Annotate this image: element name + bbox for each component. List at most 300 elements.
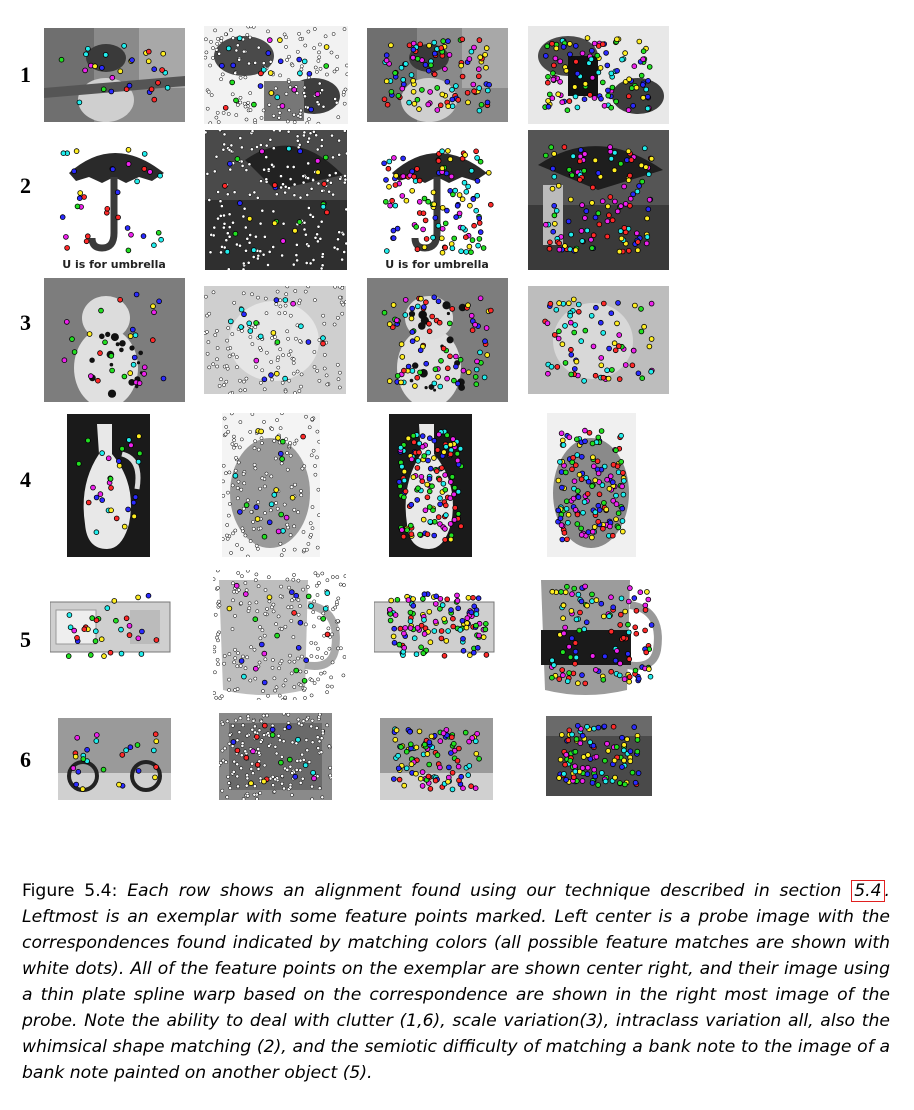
candidate-match-dot [274, 87, 277, 90]
candidate-match-dot [252, 255, 255, 258]
feature-point [432, 456, 437, 461]
feature-point [74, 782, 79, 787]
feature-point [610, 85, 615, 90]
feature-point [456, 764, 461, 769]
feature-point [558, 516, 563, 521]
feature-point [80, 787, 85, 792]
candidate-match-dot [336, 363, 339, 366]
feature-point [276, 436, 281, 441]
candidate-match-dot [284, 185, 287, 188]
feature-point [639, 73, 644, 78]
feature-point [605, 368, 610, 373]
candidate-match-dot [299, 109, 302, 112]
candidate-match-dot [248, 607, 251, 610]
feature-point [292, 87, 297, 92]
feature-point [569, 232, 574, 237]
feature-point [639, 307, 644, 312]
feature-point [563, 470, 568, 475]
candidate-match-dot [209, 251, 212, 254]
candidate-match-dot [233, 661, 236, 664]
feature-point [477, 221, 482, 226]
candidate-match-dot [213, 578, 215, 581]
candidate-match-dot [216, 570, 219, 572]
candidate-match-dot [231, 93, 234, 96]
feature-point [297, 57, 302, 62]
candidate-match-dot [290, 486, 293, 489]
candidate-match-dot [272, 210, 275, 213]
candidate-match-dot [312, 625, 315, 628]
feature-point [603, 654, 608, 659]
candidate-match-dot [254, 467, 257, 470]
candidate-match-dot [259, 381, 262, 384]
candidate-match-dot [310, 694, 313, 697]
candidate-match-dot [293, 442, 296, 445]
feature-point [109, 486, 114, 491]
feature-point [401, 156, 406, 161]
candidate-match-dot [325, 652, 328, 655]
candidate-match-dot [310, 187, 313, 190]
candidate-match-dot [345, 208, 347, 211]
candidate-match-dot [216, 346, 219, 349]
feature-point [622, 758, 627, 763]
feature-point [583, 584, 588, 589]
feature-point [410, 369, 415, 374]
feature-point [278, 59, 283, 64]
feature-point [605, 234, 610, 239]
feature-point [94, 530, 99, 535]
candidate-match-dot [314, 236, 317, 239]
feature-point [409, 316, 414, 321]
feature-point [596, 783, 601, 788]
feature-point [150, 338, 155, 343]
feature-point [477, 237, 482, 242]
candidate-match-dot [220, 205, 223, 208]
candidate-match-dot [329, 774, 332, 777]
feature-point [579, 533, 584, 538]
candidate-match-dot [222, 148, 225, 151]
feature-point [590, 535, 595, 540]
feature-point [561, 673, 566, 678]
feature-point [567, 644, 572, 649]
feature-point [574, 655, 579, 660]
feature-point [134, 292, 139, 297]
feature-point [583, 428, 588, 433]
feature-point [602, 103, 607, 108]
feature-point [441, 731, 446, 736]
candidate-match-dot [216, 633, 219, 636]
feature-point [450, 787, 455, 792]
feature-point [575, 512, 580, 517]
feature-point [420, 479, 425, 484]
candidate-match-dot [315, 456, 318, 459]
candidate-match-dot [292, 361, 295, 364]
candidate-match-dot [223, 747, 226, 750]
feature-point [488, 308, 493, 313]
candidate-match-dot [247, 62, 250, 65]
feature-point [437, 432, 442, 437]
feature-point [426, 458, 431, 463]
feature-point [469, 250, 474, 255]
candidate-match-dot [241, 527, 244, 530]
feature-point [643, 628, 648, 633]
feature-point [456, 98, 461, 103]
candidate-match-dot [242, 507, 245, 510]
feature-point [554, 208, 559, 213]
feature-point [567, 435, 572, 440]
feature-point [432, 381, 437, 386]
feature-point [316, 170, 321, 175]
candidate-match-dot [286, 58, 289, 61]
feature-point [561, 603, 566, 608]
candidate-match-dot [329, 766, 332, 769]
candidate-match-dot [278, 116, 281, 119]
feature-point [617, 333, 622, 338]
candidate-match-dot [217, 663, 220, 666]
feature-point [613, 775, 618, 780]
candidate-match-dot [223, 662, 226, 665]
candidate-match-dot [309, 533, 312, 536]
candidate-match-dot [344, 575, 346, 578]
candidate-match-dot [296, 139, 299, 142]
candidate-match-dot [336, 248, 339, 251]
candidate-match-dot [224, 433, 227, 436]
feature-point [458, 357, 463, 362]
feature-point [270, 733, 275, 738]
feature-point [81, 757, 86, 762]
feature-point [578, 741, 583, 746]
feature-point [478, 296, 483, 301]
feature-point [93, 639, 98, 644]
feature-point [620, 506, 625, 511]
feature-point [426, 68, 431, 73]
feature-point [432, 202, 437, 207]
candidate-match-dot [318, 514, 321, 517]
candidate-match-dot [343, 181, 346, 184]
candidate-match-dot [299, 684, 302, 687]
feature-point [388, 203, 393, 208]
feature-point [644, 650, 649, 655]
candidate-match-dot [208, 312, 211, 315]
feature-point [303, 763, 308, 768]
feature-point [477, 108, 482, 113]
feature-point [575, 71, 580, 76]
feature-point [238, 510, 243, 515]
feature-point [448, 452, 453, 457]
feature-point [485, 88, 490, 93]
candidate-match-dot [225, 380, 228, 383]
candidate-match-dot [323, 671, 326, 674]
candidate-match-dot [276, 507, 279, 510]
feature-point [585, 603, 590, 608]
feature-point [476, 243, 481, 248]
feature-point [136, 595, 141, 600]
feature-point [466, 773, 471, 778]
feature-point [594, 598, 599, 603]
feature-point [278, 451, 283, 456]
feature-point [601, 301, 606, 306]
candidate-match-dot [314, 642, 317, 645]
candidate-match-dot [236, 665, 239, 668]
feature-point [580, 766, 585, 771]
feature-point [543, 54, 548, 59]
feature-point [590, 599, 595, 604]
feature-point [474, 149, 479, 154]
feature-point [154, 765, 159, 770]
feature-point [579, 339, 584, 344]
feature-point [231, 63, 236, 68]
feature-point [105, 206, 110, 211]
feature-point [385, 102, 390, 107]
feature-point [585, 772, 590, 777]
row2-probe-warp [528, 130, 669, 270]
candidate-match-dot [319, 237, 322, 240]
candidate-match-dot [280, 186, 283, 189]
row5-probe-image [213, 570, 346, 700]
feature-point [586, 479, 591, 484]
feature-point [88, 653, 93, 658]
candidate-match-dot [222, 538, 224, 541]
candidate-match-dot [232, 446, 235, 449]
candidate-match-dot [239, 101, 242, 104]
feature-point [427, 329, 432, 334]
feature-point [419, 645, 424, 650]
candidate-match-dot [253, 119, 256, 122]
candidate-match-dot [282, 740, 285, 743]
feature-point [620, 57, 625, 62]
feature-point [605, 63, 610, 68]
feature-point [152, 67, 157, 72]
feature-point [615, 37, 620, 42]
candidate-match-dot [258, 346, 261, 349]
feature-point [550, 658, 555, 663]
candidate-match-dot [244, 249, 247, 252]
feature-point [110, 167, 115, 172]
feature-point [302, 678, 307, 683]
feature-point [609, 105, 614, 110]
feature-point [421, 227, 426, 232]
feature-point [436, 299, 441, 304]
candidate-match-dot [252, 527, 255, 530]
feature-point [422, 742, 427, 747]
feature-point [633, 780, 638, 785]
candidate-match-dot [302, 134, 305, 137]
candidate-match-dot [256, 610, 259, 613]
feature-point [636, 240, 641, 245]
feature-point [580, 779, 585, 784]
dalmatian-spot [433, 389, 436, 392]
feature-point [608, 195, 613, 200]
dalmatian-spot [99, 334, 105, 340]
candidate-match-dot [293, 698, 296, 701]
feature-point [86, 438, 91, 443]
candidate-match-dot [343, 130, 346, 133]
feature-point [629, 86, 634, 91]
candidate-match-dot [293, 183, 296, 186]
feature-point [116, 215, 121, 220]
feature-point [617, 249, 622, 254]
candidate-match-dot [259, 791, 262, 794]
feature-point [632, 64, 637, 69]
feature-point [94, 495, 99, 500]
candidate-match-dot [251, 772, 254, 775]
candidate-match-dot [305, 670, 308, 673]
feature-point [551, 229, 556, 234]
feature-point [67, 613, 72, 618]
candidate-match-dot [310, 785, 313, 788]
candidate-match-dot [213, 650, 216, 653]
feature-point [117, 463, 122, 468]
feature-point [447, 53, 452, 58]
feature-point [427, 489, 432, 494]
candidate-match-dot [320, 751, 323, 754]
candidate-match-dot [274, 335, 277, 338]
row4-exemplar-all-points [389, 414, 472, 557]
feature-point [149, 87, 154, 92]
candidate-match-dot [219, 378, 222, 381]
feature-point [82, 627, 87, 632]
feature-point [152, 310, 157, 315]
candidate-match-dot [300, 494, 303, 497]
feature-point [383, 199, 388, 204]
feature-point [463, 153, 468, 158]
candidate-match-dot [215, 116, 218, 119]
feature-point [562, 631, 567, 636]
feature-point [477, 38, 482, 43]
feature-point [627, 657, 632, 662]
feature-point [437, 320, 442, 325]
candidate-match-dot [308, 426, 311, 429]
feature-point [486, 170, 491, 175]
feature-point [622, 677, 627, 682]
candidate-match-dot [342, 584, 345, 587]
candidate-match-dot [213, 671, 216, 674]
candidate-match-dot [307, 206, 310, 209]
feature-point [469, 168, 474, 173]
row2-probe-image [205, 130, 347, 270]
feature-point [596, 171, 601, 176]
candidate-match-dot [248, 241, 251, 244]
candidate-match-dot [234, 657, 237, 660]
feature-point [398, 445, 403, 450]
candidate-match-dot [240, 160, 243, 163]
feature-point [561, 45, 566, 50]
section-reference-link[interactable]: 5.4 [851, 880, 884, 902]
candidate-match-dot [222, 494, 225, 497]
feature-point [130, 327, 135, 332]
candidate-match-dot [320, 267, 323, 270]
feature-point [128, 745, 133, 750]
feature-point [419, 474, 424, 479]
feature-point [623, 51, 628, 56]
candidate-match-dot [291, 64, 294, 67]
dalmatian-spot [116, 342, 120, 346]
feature-point [165, 85, 170, 90]
feature-point [564, 752, 569, 757]
feature-point [130, 58, 135, 63]
feature-point [154, 638, 159, 643]
feature-point [85, 747, 90, 752]
feature-point [614, 99, 619, 104]
feature-point [417, 450, 422, 455]
feature-point [584, 620, 589, 625]
feature-point [632, 725, 637, 730]
feature-point [454, 354, 459, 359]
feature-point [626, 652, 631, 657]
candidate-match-dot [313, 299, 316, 302]
candidate-match-dot [318, 379, 321, 382]
feature-point [547, 246, 552, 251]
candidate-match-dot [244, 105, 247, 108]
candidate-match-dot [261, 629, 264, 632]
feature-point [393, 737, 398, 742]
feature-point [420, 88, 425, 93]
candidate-match-dot [278, 130, 281, 132]
feature-point [641, 57, 646, 62]
feature-point [456, 606, 461, 611]
feature-point [416, 486, 421, 491]
candidate-match-dot [225, 534, 228, 537]
candidate-match-dot [223, 222, 226, 225]
feature-point [444, 171, 449, 176]
candidate-match-dot [263, 235, 266, 238]
feature-point [563, 590, 568, 595]
feature-point [424, 300, 429, 305]
row6-probe-image [219, 713, 332, 800]
feature-point [634, 231, 639, 236]
feature-point [431, 190, 436, 195]
candidate-match-dot [344, 178, 347, 181]
dalmatian-spot [412, 362, 418, 368]
feature-point [438, 502, 443, 507]
row3-probe-warp [528, 286, 669, 394]
candidate-match-dot [284, 696, 287, 699]
candidate-match-dot [316, 655, 319, 658]
feature-point [466, 100, 471, 105]
candidate-match-dot [238, 446, 241, 449]
feature-point [413, 384, 418, 389]
feature-point [410, 330, 415, 335]
feature-point [611, 462, 616, 467]
candidate-match-dot [302, 181, 305, 184]
feature-point [398, 484, 403, 489]
candidate-match-dot [254, 731, 257, 734]
candidate-match-dot [271, 658, 274, 661]
feature-point [487, 82, 492, 87]
candidate-match-dot [237, 461, 240, 464]
candidate-match-dot [320, 220, 323, 223]
feature-point [556, 336, 561, 341]
candidate-match-dot [321, 189, 324, 192]
candidate-match-dot [312, 130, 315, 133]
feature-point [440, 166, 445, 171]
dalmatian-spot [447, 312, 450, 315]
candidate-match-dot [343, 102, 346, 105]
feature-point [420, 770, 425, 775]
feature-point [432, 72, 437, 77]
feature-point [323, 606, 328, 611]
feature-point [388, 618, 393, 623]
candidate-match-dot [279, 74, 282, 77]
feature-point [623, 363, 628, 368]
feature-point [552, 663, 557, 668]
feature-point [83, 68, 88, 73]
feature-point [427, 740, 432, 745]
candidate-match-dot [257, 747, 260, 750]
candidate-match-dot [229, 392, 232, 394]
candidate-match-dot [274, 745, 277, 748]
candidate-match-dot [228, 471, 231, 474]
candidate-match-dot [304, 233, 307, 236]
